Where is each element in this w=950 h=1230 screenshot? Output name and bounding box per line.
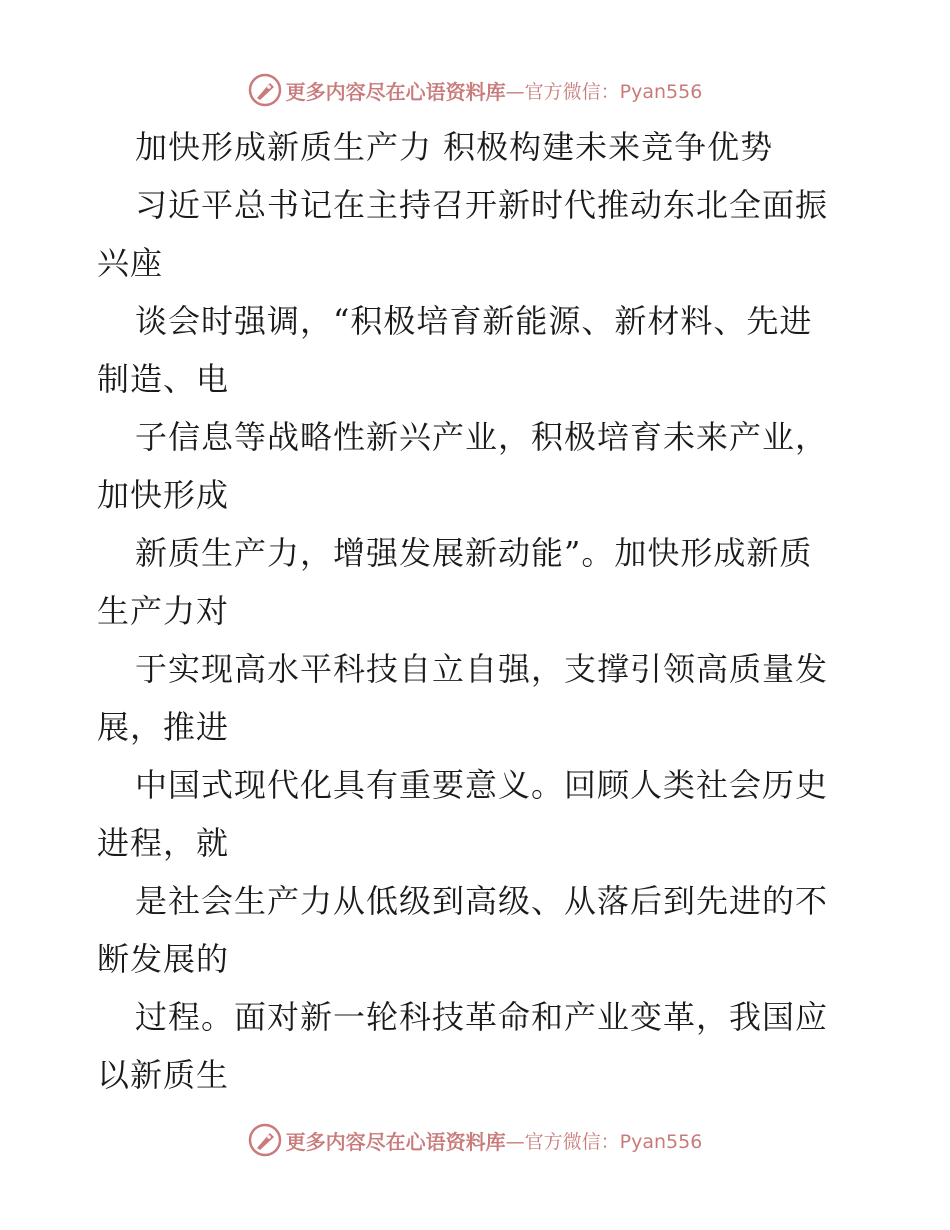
- pen-nib-logo-icon: [248, 1123, 282, 1157]
- header-main-text: 更多内容尽在心语资料库: [285, 79, 506, 104]
- document-title: 加快形成新质生产力 积极构建未来竞争优势: [135, 128, 774, 166]
- text-line: 兴座: [97, 244, 164, 282]
- text-line: 加快形成: [97, 476, 230, 514]
- footer-watermark: [0, 1120, 950, 1160]
- text-line: 断发展的: [97, 940, 230, 978]
- footer-main-text: 更多内容尽在心语资料库: [285, 1129, 506, 1154]
- text-line: 于实现高水平科技自立自强，支撑引领高质量发: [135, 650, 829, 688]
- text-line: 习近平总书记在主持召开新时代推动东北全面振: [135, 186, 829, 224]
- text-line: 过程。面对新一轮科技革命和产业变革，我国应: [135, 998, 829, 1036]
- text-line: 是社会生产力从低级到高级、从落后到先进的不: [135, 882, 829, 920]
- text-line: 制造、电: [97, 360, 230, 398]
- text-line: 展，推进: [97, 708, 230, 746]
- text-line: 生产力对: [97, 592, 230, 630]
- header-watermark: [0, 70, 950, 110]
- text-line: 新质生产力，增强发展新动能”。加快形成新质: [135, 534, 813, 572]
- text-line: 谈会时强调，“积极培育新能源、新材料、先进: [135, 302, 813, 340]
- document-body: [97, 118, 857, 1104]
- header-sub-text: —官方微信：Pyan556: [505, 80, 703, 103]
- text-line: 进程，就: [97, 824, 230, 862]
- footer-sub-text: —官方微信：Pyan556: [505, 1130, 703, 1153]
- paragraph-lines: [97, 176, 857, 1104]
- text-line: 以新质生: [97, 1056, 230, 1094]
- text-line: 中国式现代化具有重要意义。回顾人类社会历史: [135, 766, 829, 804]
- text-line: 子信息等战略性新兴产业，积极培育未来产业，: [135, 418, 829, 456]
- pen-nib-logo-icon: [248, 73, 282, 107]
